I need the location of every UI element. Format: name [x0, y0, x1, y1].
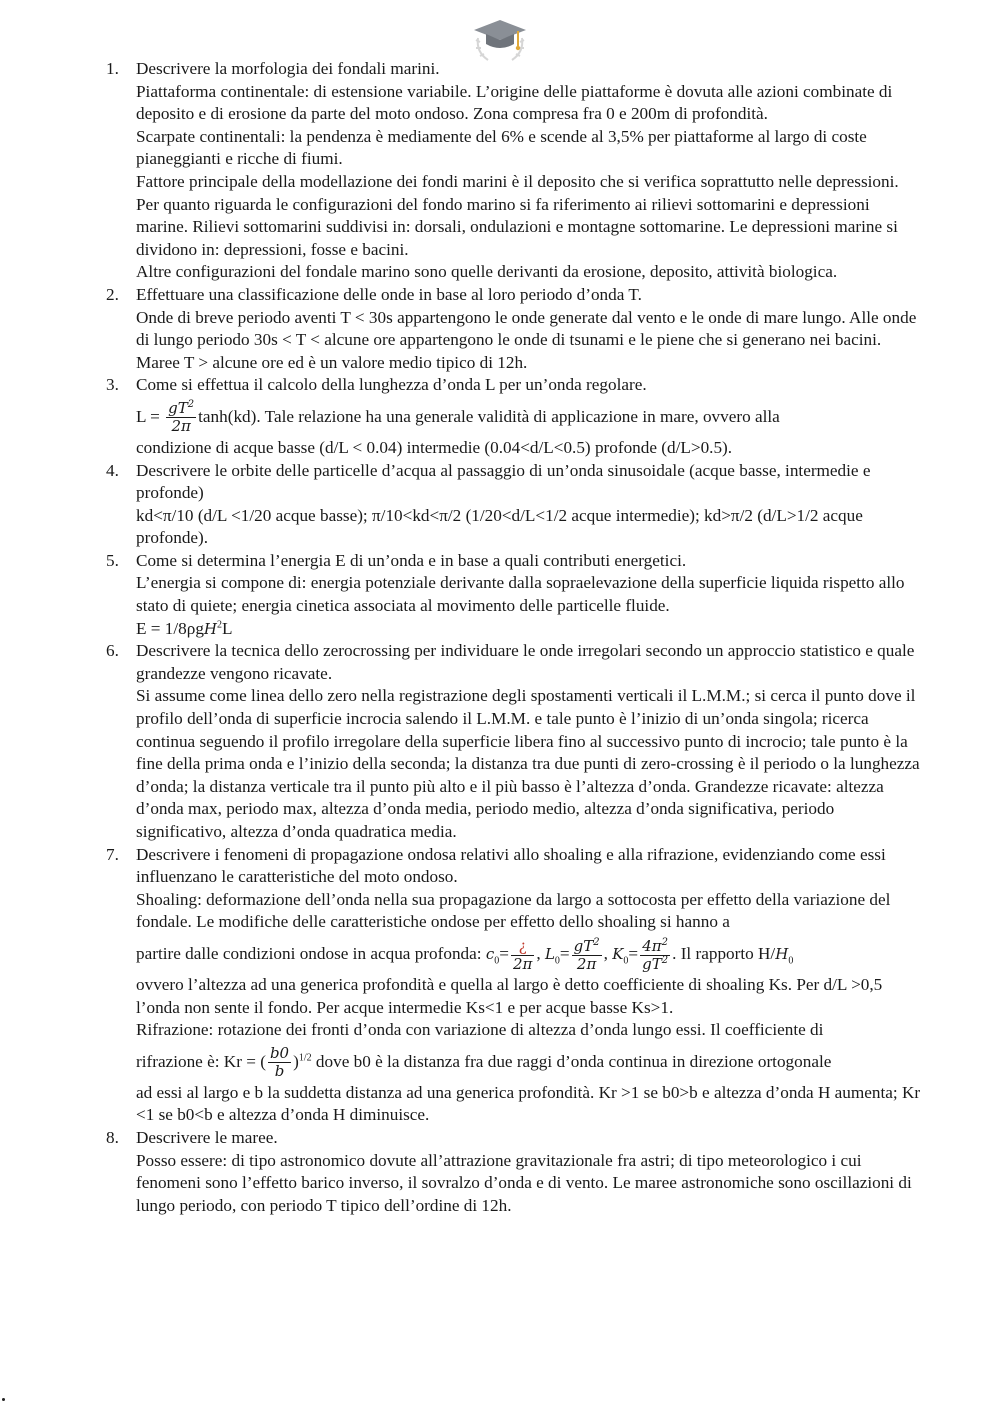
question-text: Descrivere i fenomeni di propagazione ondosa relativi allo shoaling e alla rifrazione, evidenziando come essi influenzano le caratteristiche del moto ondoso. [136, 844, 886, 887]
equation-prefix: L = [136, 406, 165, 426]
item-number: 2. [106, 284, 119, 304]
answer-paragraph: Posso essere: di tipo astronomico dovute all’attrazione gravitazionale fra astri; di tipo meteorologico i cui fenomeni sono l’effetto barico inverso, il sovralzo d’onda e di vento. Le maree astronomiche sono oscillazioni di lungo periodo, con periodo T tipico dell’ordine di 12h. [136, 1150, 912, 1215]
question-text: Descrivere le maree. [136, 1127, 278, 1147]
question-item-4 [106, 460, 924, 550]
fraction: $\frac{4\pi^2}{gT^2}$ [642, 936, 669, 973]
item-number: 3. [106, 375, 119, 395]
fraction: $\frac{gT^2}{2\pi}$ [573, 936, 600, 973]
question-text: Descrivere le orbite delle particelle d’acqua al passaggio di un’onda sinusoidale (acque basse, intermedie e profonde) [136, 460, 871, 503]
shoaling-equation: partire dalle condizioni ondose in acqua profonda: $c_0=$ $\frac{¿}{2\pi}$ , $L_0=$ $\frac{gT^2}{2\pi}$ , $K_0=$ $\frac{4\pi^2}{gT^2}$ . Il rapporto $H/H_0$ [136, 936, 794, 973]
fraction-denominator: 2π [171, 417, 191, 436]
item-number: 4. [106, 460, 119, 480]
document-body [106, 58, 924, 1217]
item-number: 8. [106, 1127, 119, 1147]
question-item-5 [106, 550, 924, 640]
answer-paragraph: Rifrazione: rotazione dei fronti d’onda con variazione di altezza d’onda lungo essi. Il coefficiente di [136, 1020, 824, 1040]
answer-paragraph: ad essi al largo e b la suddetta distanza ad una generica profondità. Kr >1 se b0>b e altezza d’onda H aumenta; Kr <1 se b0<b e altezza d’onda H diminuisce. [136, 1082, 921, 1125]
fraction-numerator: gT [168, 399, 188, 418]
item-number: 6. [106, 641, 119, 661]
answer-paragraph: Scarpate continentali: la pendenza è mediamente del 6% e scende al 3,5% per piattaforme al largo di coste pianeggianti e ricche di fiumi. [136, 126, 867, 169]
answer-paragraph: kd<π/10 (d/L <1/20 acque basse); π/10<kd<π/2 (1/20<d/L<1/2 acque intermedie); kd>π/2 (d/L>1/2 acque profonde). [136, 505, 863, 548]
answer-paragraph: condizione di acque basse (d/L < 0.04) intermedie (0.04<d/L<0.5) profonde (d/L>0.5). [136, 437, 733, 457]
energy-equation: E = 1/8ρgH$^2$L [136, 618, 233, 638]
answer-paragraph: Piattaforma continentale: di estensione variabile. L’origine delle piattaforme è dovuta alle azioni combinate di deposito e di erosione da parte del moto ondoso. Zona compresa fra 0 e 200m di profondità. [136, 81, 893, 124]
page-dot [2, 1398, 5, 1401]
answer-paragraph: Si assume come linea dello zero nella registrazione degli spostamenti verticali il L.M.M.; si cerca il punto dove il profilo dell’onda di superficie incrocia salendo il L.M.M. e tale punto è l’inizio di un’onda singola; ricerca continua seguendo il profilo irregolare della superficie libera fino al successivo punto di incrocio; tale punto è la fine della prima onda e l’inizio della seconda; la distanza tra due punti di zero-crossing è il periodo o la lunghezza d’onda; la distanza verticale tra il punto più alto e il più basso è l’altezza d’onda. Grandezze ricavate: altezza d’onda max, periodo max, altezza d’onda media, periodo medio, altezza d’onda significativa, periodo significativo, altezza d’onda quadratica media. [136, 686, 920, 841]
answer-paragraph: Altre configurazioni del fondale marino sono quelle derivanti da erosione, deposito, attività biologica. [136, 262, 838, 282]
equation-suffix: tanh(kd). Tale relazione ha una generale validità di applicazione in mare, ovvero alla [198, 406, 780, 426]
answer-paragraph: Fattore principale della modellazione dei fondi marini è il deposito che si verifica soprattutto nelle depressioni. Per quanto riguarda le configurazioni del fondo marino si fa riferimento ai rilievi sottomarini e depressioni marine. Rilievi sottomarini suddivisi in: dorsali, ondulazioni e montagne sottomarine. Le depressioni marine si dividono in: depressioni, fosse e bacini. [136, 171, 899, 259]
question-item-8 [106, 1127, 924, 1217]
question-text: Effettuare una classificazione delle onde in base al loro periodo d’onda T. [136, 284, 642, 304]
question-item-7 [106, 844, 924, 1127]
item-number: 1. [106, 59, 119, 78]
answer-paragraph: Shoaling: deformazione dell’onda nella sua propagazione da largo a sottocosta per effetto della variazione del fondale. Le modifiche delle caratteristiche ondose per effetto dello shoaling si hanno a [136, 889, 891, 932]
fraction: $\frac{¿}{2\pi}$ [512, 936, 533, 973]
question-item-1 [106, 58, 924, 284]
item-number: 7. [106, 844, 119, 864]
item-number: 5. [106, 550, 119, 570]
question-text: Come si determina l’energia E di un’onda e in base a quali contributi energetici. [136, 550, 687, 570]
question-item-3 [106, 374, 924, 459]
question-item-2 [106, 284, 924, 374]
answer-paragraph: ovvero l’altezza ad una generica profondità e quella al largo è detto coefficiente di shoaling Ks. Per d/L >0,5 l’onda non sente il fondo. Per acque intermedie Ks<1 e per acque basse Ks>1. [136, 974, 883, 1017]
question-text: Descrivere la morfologia dei fondali marini. [136, 59, 440, 78]
question-text: Descrivere la tecnica dello zerocrossing per individuare le onde irregolari secondo un approccio statistico e quale grandezze vengono ricavate. [136, 641, 915, 683]
question-text: Come si effettua il calcolo della lunghezza d’onda L per un’onda regolare. [136, 375, 647, 395]
refraction-equation: rifrazione è: Kr = ( $\frac{b0}{b}$ )$^{1/2}$ dove b0 è la distanza fra due raggi d’onda continua in direzione ortogonale [136, 1044, 832, 1081]
answer-paragraph: Onde di breve periodo aventi T < 30s appartengono le onde generate dal vento e le onde di mare lungo. Alle onde di lungo periodo 30s < T < alcune ore appartengono le onde di tsunami e le piene che si generano nei bacini. Maree T > alcune ore ed è un valore medio tipico di 12h. [136, 307, 917, 372]
fraction: $\frac{gT^2}{2\pi}$ [168, 399, 195, 436]
wavelength-equation [136, 397, 924, 437]
answer-paragraph: L’energia si compone di: energia potenziale derivante dalla sopraelevazione della superficie liquida rispetto allo stato di quiete; energia cinetica associata al movimento delle particelle fluide. [136, 573, 905, 616]
fraction: $\frac{b0}{b}$ [269, 1044, 290, 1081]
question-item-6 [106, 640, 924, 843]
